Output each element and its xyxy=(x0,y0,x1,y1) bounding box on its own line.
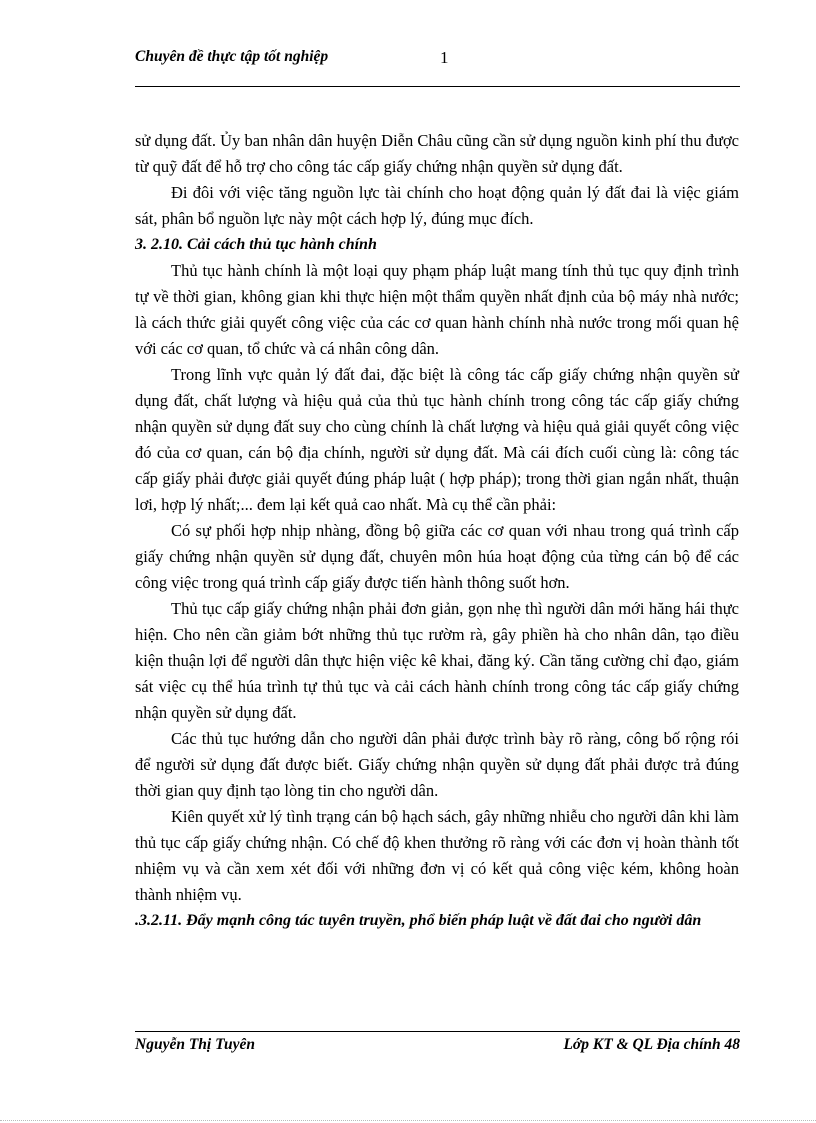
paragraph: Trong lĩnh vực quản lý đất đai, đặc biệt là công tác cấp giấy chứng nhận quyền sử dụng đất, chất lượng và hiệu quả của thủ tục hành chính trong công tác cấp giấy chứng nhận quyền sử dụng đất suy cho cùng chính là chất lượng và hiệu quả giải quyết công việc đó của cơ quan, cán bộ địa chính, người sử dụng đất. Mà cái đích cuối cùng là: công tác cấp giấy phải được giải quyết đúng pháp luật ( hợp pháp); trong thời gian ngắn nhất, thuận lơi, hợp lý nhất;... đem lại kết quả cao nhất. Mà cụ thể cần phải: xyxy=(135,365,739,514)
document-title: Chuyên đề thực tập tốt nghiệp xyxy=(135,48,329,65)
paragraph: Thủ tục cấp giấy chứng nhận phải đơn giản, gọn nhẹ thì người dân mới hăng hái thực hiện. Cho nên cần giảm bớt những thủ tục rườm rà, gây phiền hà cho nhân dân, tạo điều kiện thuận lợi để người dân thực hiện việc kê khai, đăng ký. Cần tăng cường chỉ đạo, giám sát việc cụ thể húa trình tự thủ tục và cải cách hành chính trong công tác cấp giấy chứng nhận quyền sử dụng đất. xyxy=(135,599,739,722)
page-bottom-edge xyxy=(0,1120,816,1121)
paragraph: Thủ tục hành chính là một loại quy phạm pháp luật mang tính thủ tục quy định trình tự về thời gian, không gian khi thực hiện một thẩm quyền nhất định của bộ máy nhà nước; là cách thức giải quyết công việc của các cơ quan hành chính nhà nước trong mối quan hệ với các cơ quan, tổ chức và cá nhân công dân. xyxy=(135,261,739,358)
header-divider xyxy=(135,86,740,87)
author-name: Nguyễn Thị Tuyên xyxy=(135,1036,255,1053)
paragraph: Đi đôi với việc tăng nguồn lực tài chính cho hoạt động quản lý đất đai là việc giám sát, phân bổ nguồn lực này một cách hợp lý, đúng mục đích. xyxy=(135,183,739,228)
section-heading: .3.2.11. Đẩy mạnh công tác tuyên truyền, phổ biến pháp luật về đất đai cho người dân xyxy=(135,912,702,929)
paragraph-continued: sử dụng đất. Ủy ban nhân dân huyện Diễn Châu cũng cần sử dụng nguồn kinh phí thu được từ quỹ đất để hỗ trợ cho công tác cấp giấy chứng nhận quyền sử dụng đất. xyxy=(135,131,739,176)
paragraph: Các thủ tục hướng dẫn cho người dân phải được trình bày rõ ràng, công bố rộng rói để người sử dụng đất được biết. Giấy chứng nhận quyền sử dụng đất phải được trả đúng thời gian quy định tạo lòng tin cho người dân. xyxy=(135,729,739,800)
section-heading: 3. 2.10. Cải cách thủ tục hành chính xyxy=(135,236,377,253)
page-header xyxy=(135,48,740,72)
paragraph: Kiên quyết xử lý tình trạng cán bộ hạch sách, gây những nhiễu cho người dân khi làm thủ tục cấp giấy chứng nhận. Có chế độ khen thưởng rõ ràng với các đơn vị hoàn thành tốt nhiệm vụ và cần xem xét đối với những đơn vị có kết quả công việc kém, không hoàn thành nhiệm vụ. xyxy=(135,807,739,904)
footer-divider xyxy=(135,1031,740,1032)
page-footer xyxy=(135,1036,740,1060)
paragraph: Có sự phối hợp nhịp nhàng, đồng bộ giữa các cơ quan với nhau trong quá trình cấp giấy chứng nhận quyền sử dụng đất, chuyên môn húa hoạt động của từng cán bộ để các công việc trong quá trình cấp giấy được tiến hành thông suốt hơn. xyxy=(135,521,739,592)
page-body xyxy=(135,128,739,934)
class-name: Lớp KT & QL Địa chính 48 xyxy=(563,1036,740,1053)
page-number: 1 xyxy=(440,48,449,67)
